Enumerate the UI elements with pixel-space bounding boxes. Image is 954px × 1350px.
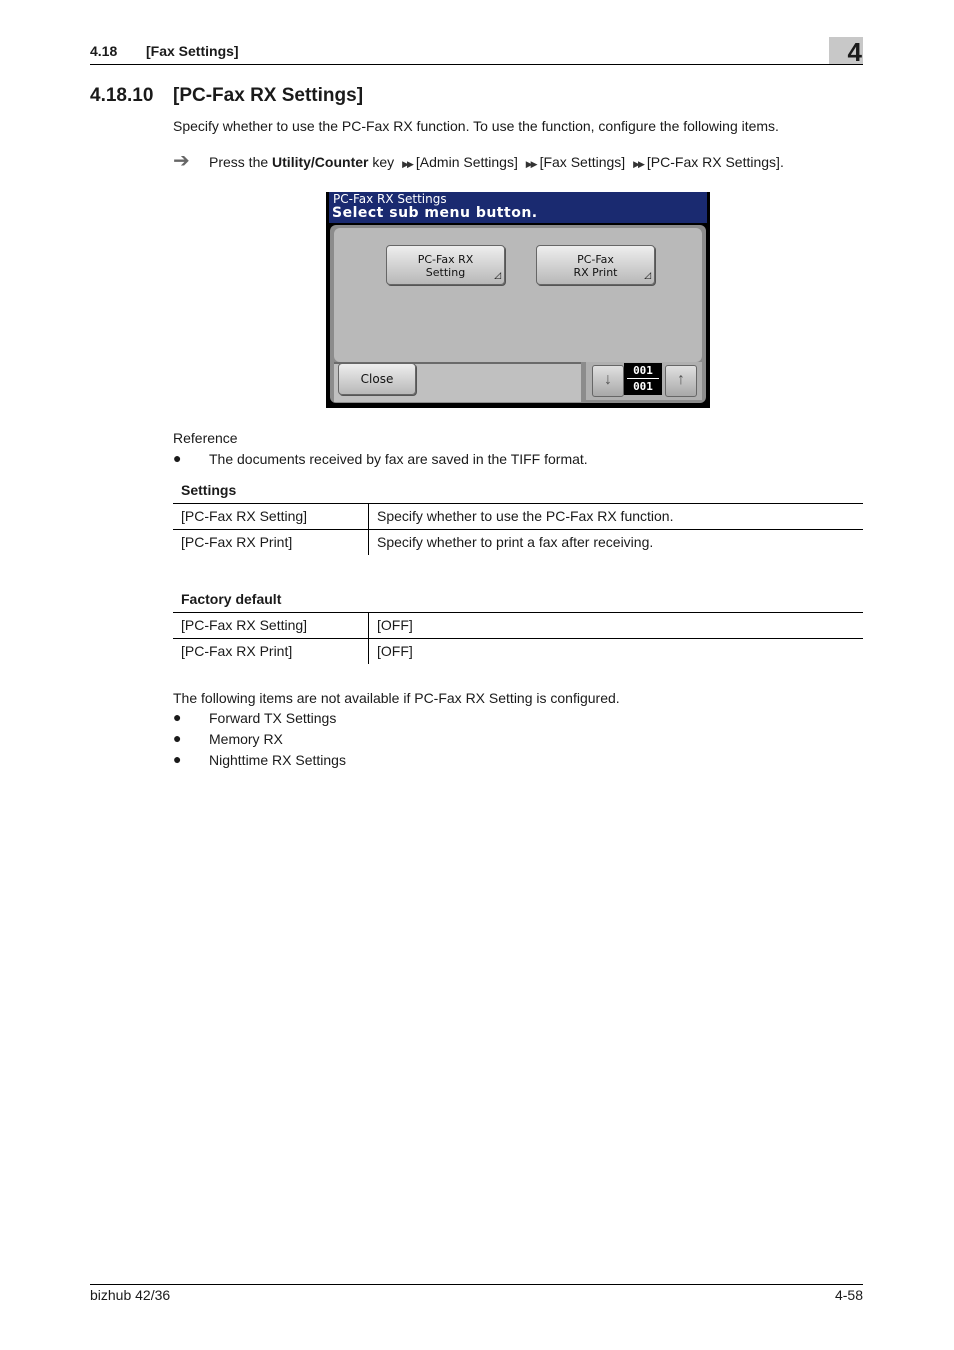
intro-text: Specify whether to use the PC-Fax RX function. To use the function, configure the following items. bbox=[173, 118, 779, 134]
table-cell: [OFF] bbox=[369, 613, 864, 639]
screen-header bbox=[329, 192, 707, 223]
button2-line2: RX Print bbox=[573, 266, 618, 279]
screen-body bbox=[330, 225, 706, 403]
screen-instruction: Select sub menu button. bbox=[332, 205, 538, 221]
table-row bbox=[173, 639, 863, 665]
step-text bbox=[209, 153, 784, 173]
bullet-icon: ● bbox=[173, 709, 182, 725]
factory-default-heading: Factory default bbox=[181, 591, 282, 607]
close-button[interactable]: Close bbox=[338, 363, 416, 395]
pc-fax-rx-setting-button[interactable] bbox=[386, 245, 505, 285]
reference-label: Reference bbox=[173, 430, 238, 446]
page-current: 001 bbox=[633, 364, 653, 377]
step-key: Utility/Counter bbox=[272, 154, 369, 170]
footer-page-number: 4-58 bbox=[834, 1287, 863, 1303]
chapter-number: 4 bbox=[847, 37, 862, 67]
step-path-2: [Fax Settings] bbox=[539, 154, 626, 170]
reference-bullet: The documents received by fax are saved in the TIFF format. bbox=[209, 451, 588, 467]
corner-triangle-icon: ◿ bbox=[494, 271, 501, 281]
factory-default-table bbox=[173, 612, 863, 664]
table-cell: [PC-Fax RX Print] bbox=[173, 530, 369, 556]
double-triangle-icon: ▶▶ bbox=[633, 159, 643, 169]
pc-fax-rx-print-button[interactable] bbox=[536, 245, 655, 285]
table-row bbox=[173, 504, 863, 530]
section-title: [Fax Settings] bbox=[146, 43, 239, 59]
button1-line2: Setting bbox=[425, 266, 466, 279]
screen-panel bbox=[334, 228, 702, 362]
bullet-icon: ● bbox=[173, 751, 182, 767]
corner-triangle-icon: ◿ bbox=[644, 271, 651, 281]
double-triangle-icon: ▶▶ bbox=[402, 159, 412, 169]
page-total: 001 bbox=[633, 380, 653, 393]
table-cell: Specify whether to use the PC-Fax RX function. bbox=[369, 504, 864, 530]
table-cell: [OFF] bbox=[377, 643, 413, 659]
table-row bbox=[173, 530, 863, 556]
double-triangle-icon: ▶▶ bbox=[525, 159, 536, 169]
settings-table bbox=[173, 503, 863, 555]
title-text: [PC-Fax RX Settings] bbox=[173, 85, 364, 106]
arrow-up-icon[interactable]: ↑ bbox=[665, 365, 697, 397]
chapter-tab bbox=[829, 37, 863, 67]
note-text: The following items are not available if PC-Fax RX Setting is configured. bbox=[173, 690, 620, 706]
list-item: Memory RX bbox=[209, 731, 283, 747]
section-number: 4.18 bbox=[90, 43, 118, 59]
device-screen bbox=[326, 192, 710, 408]
list-item: Nighttime RX Settings bbox=[209, 752, 346, 768]
step-after-key: key bbox=[368, 154, 399, 170]
header-rule bbox=[90, 64, 863, 65]
table-cell: Specify whether to print a fax after receiving. bbox=[377, 534, 654, 550]
step-path-3: [PC-Fax RX Settings]. bbox=[646, 154, 784, 170]
page-title bbox=[90, 85, 363, 107]
settings-heading: Settings bbox=[181, 482, 237, 498]
footer-product: bizhub 42/36 bbox=[90, 1287, 171, 1303]
button2-line1: PC-Fax bbox=[577, 253, 614, 266]
step-path-1: [Admin Settings] bbox=[415, 154, 518, 170]
step-prefix: Press the bbox=[209, 154, 273, 170]
list-item: Forward TX Settings bbox=[209, 710, 337, 726]
step-arrow-icon: ➔ bbox=[173, 150, 190, 172]
arrow-down-icon[interactable]: ↓ bbox=[592, 365, 624, 397]
button1-line1: PC-Fax RX bbox=[417, 253, 474, 266]
bullet-icon: ● bbox=[173, 730, 182, 746]
footer-rule bbox=[90, 1284, 863, 1285]
screen-title: PC-Fax RX Settings bbox=[333, 192, 447, 206]
page-counter bbox=[624, 363, 662, 395]
table-cell: [PC-Fax RX Setting] bbox=[173, 613, 369, 639]
table-row bbox=[173, 613, 863, 639]
running-header bbox=[90, 43, 239, 59]
title-number: 4.18.10 bbox=[90, 85, 154, 106]
bullet-icon: ● bbox=[173, 450, 182, 466]
table-cell: [PC-Fax RX Setting] bbox=[173, 504, 369, 530]
table-cell: [PC-Fax RX Print] bbox=[173, 639, 369, 665]
